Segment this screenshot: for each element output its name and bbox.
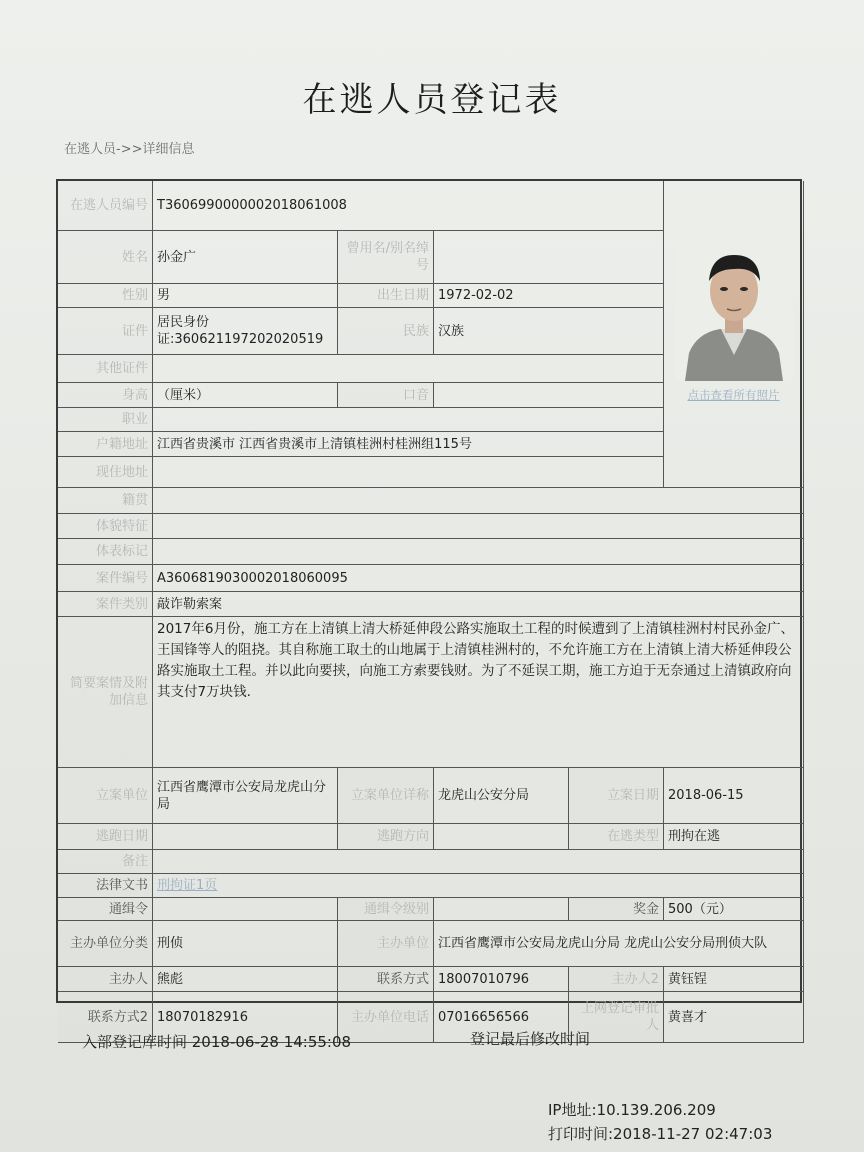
label-host-person: 主办人 [58, 967, 153, 992]
value-alias [434, 231, 664, 284]
label-filing-unit-detail: 立案单位详称 [338, 768, 434, 824]
value-host-person: 熊彪 [153, 967, 338, 992]
value-host-person2: 黄钰锃 [664, 967, 804, 992]
label-alias: 曾用名/别名绰号 [338, 231, 434, 284]
label-host-phone: 主办单位电话 [338, 992, 434, 1043]
value-fugitive-type: 刑拘在逃 [664, 824, 804, 850]
label-name: 姓名 [58, 231, 153, 284]
value-body-marks [153, 539, 804, 565]
suspect-photo [675, 233, 793, 381]
label-approver: 上网登记审批人 [569, 992, 664, 1043]
label-case-type: 案件类别 [58, 592, 153, 617]
value-filing-unit-detail: 龙虎山公安分局 [434, 768, 569, 824]
value-contact2: 18070182916 [153, 992, 338, 1043]
label-case-summary: 简要案情及附加信息 [58, 617, 153, 768]
label-ethnicity: 民族 [338, 308, 434, 355]
page-title: 在逃人员登记表 [302, 80, 562, 120]
value-gender: 男 [153, 284, 338, 308]
value-host-category: 刑侦 [153, 921, 338, 967]
value-contact: 18007010796 [434, 967, 569, 992]
value-accent [434, 383, 664, 408]
label-dob: 出生日期 [338, 284, 434, 308]
label-height: 身高 [58, 383, 153, 408]
label-body-features: 体貌特征 [58, 514, 153, 539]
value-body-features [153, 514, 804, 539]
value-filing-unit: 江西省鹰潭市公安局龙虎山分局 [153, 768, 338, 824]
label-fugitive-type: 在逃类型 [569, 824, 664, 850]
legal-doc-link[interactable]: 刑拘证1页 [157, 878, 218, 893]
value-wanted-order [153, 898, 338, 921]
label-other-id: 其他证件 [58, 355, 153, 383]
label-wanted-order: 通缉令 [58, 898, 153, 921]
label-host-category: 主办单位分类 [58, 921, 153, 967]
value-current-addr [153, 457, 664, 488]
legal-doc-cell [153, 874, 804, 898]
label-fugitive-no: 在逃人员编号 [58, 181, 153, 231]
label-reward: 奖金 [569, 898, 664, 921]
value-fugitive-no: T3606990000002018061008 [153, 181, 664, 231]
label-body-marks: 体表标记 [58, 539, 153, 565]
value-filing-date: 2018-06-15 [664, 768, 804, 824]
value-host-phone: 07016656566 [434, 992, 569, 1043]
label-escape-direction: 逃跑方向 [338, 824, 434, 850]
label-accent: 口音 [338, 383, 434, 408]
value-dob: 1972-02-02 [434, 284, 664, 308]
label-case-no: 案件编号 [58, 565, 153, 592]
label-gender: 性别 [58, 284, 153, 308]
value-native-place [153, 488, 804, 514]
label-remarks: 备注 [58, 850, 153, 874]
label-legal-doc: 法律文书 [58, 874, 153, 898]
ip-address: IP地址:10.139.206.209 [548, 1101, 716, 1119]
label-native-place: 籍贯 [58, 488, 153, 514]
print-time: 打印时间:2018-11-27 02:47:03 [548, 1125, 773, 1143]
value-height: （厘米） [153, 383, 338, 408]
label-current-addr: 现住地址 [58, 457, 153, 488]
value-reward: 500（元） [664, 898, 804, 921]
label-filing-date: 立案日期 [569, 768, 664, 824]
breadcrumb: 在逃人员->>详细信息 [64, 142, 195, 157]
view-all-photos-link[interactable]: 点击查看所有照片 [687, 388, 780, 402]
registration-table [56, 179, 802, 1033]
value-wanted-level [434, 898, 569, 921]
label-host-unit: 主办单位 [338, 921, 434, 967]
last-modified-time: 登记最后修改时间 [470, 1030, 591, 1048]
value-ethnicity: 汉族 [434, 308, 664, 355]
value-escape-date [153, 824, 338, 850]
label-host-person2: 主办人2 [569, 967, 664, 992]
value-remarks [153, 850, 804, 874]
label-wanted-level: 通缉令级别 [338, 898, 434, 921]
label-id-doc: 证件 [58, 308, 153, 355]
entry-time: 入部登记库时间 2018-06-28 14:55:08 [82, 1033, 352, 1051]
label-contact2: 联系方式2 [58, 992, 153, 1043]
value-approver: 黄喜才 [664, 992, 804, 1043]
value-id-doc: 居民身份证:360621197202020519 [153, 308, 338, 355]
value-escape-direction [434, 824, 569, 850]
value-occupation [153, 408, 664, 432]
value-household-addr: 江西省贵溪市 江西省贵溪市上清镇桂洲村桂洲组115号 [153, 432, 664, 457]
value-case-type: 敲诈勒索案 [153, 592, 804, 617]
value-case-no: A3606819030002018060095 [153, 565, 804, 592]
value-other-id [153, 355, 664, 383]
label-escape-date: 逃跑日期 [58, 824, 153, 850]
value-case-summary: 2017年6月份，施工方在上清镇上清大桥延伸段公路实施取土工程的时候遭到了上清镇桂洲村村民孙金广、王国锋等人的阻挠。其自称施工取土的山地属于上清镇桂洲村的，不允许施工方在上清镇上清大桥延伸段公路实施取土工程。并以此向要挟，向施工方索要钱财。为了不延误工期，施工方迫于无奈通过上清镇政府向其支付7万块钱. [153, 617, 804, 768]
label-household-addr: 户籍地址 [58, 432, 153, 457]
value-name: 孙金广 [153, 231, 338, 284]
value-host-unit: 江西省鹰潭市公安局龙虎山分局 龙虎山公安分局刑侦大队 [434, 921, 804, 967]
label-contact: 联系方式 [338, 967, 434, 992]
photo-cell [664, 181, 804, 488]
label-filing-unit: 立案单位 [58, 768, 153, 824]
label-occupation: 职业 [58, 408, 153, 432]
